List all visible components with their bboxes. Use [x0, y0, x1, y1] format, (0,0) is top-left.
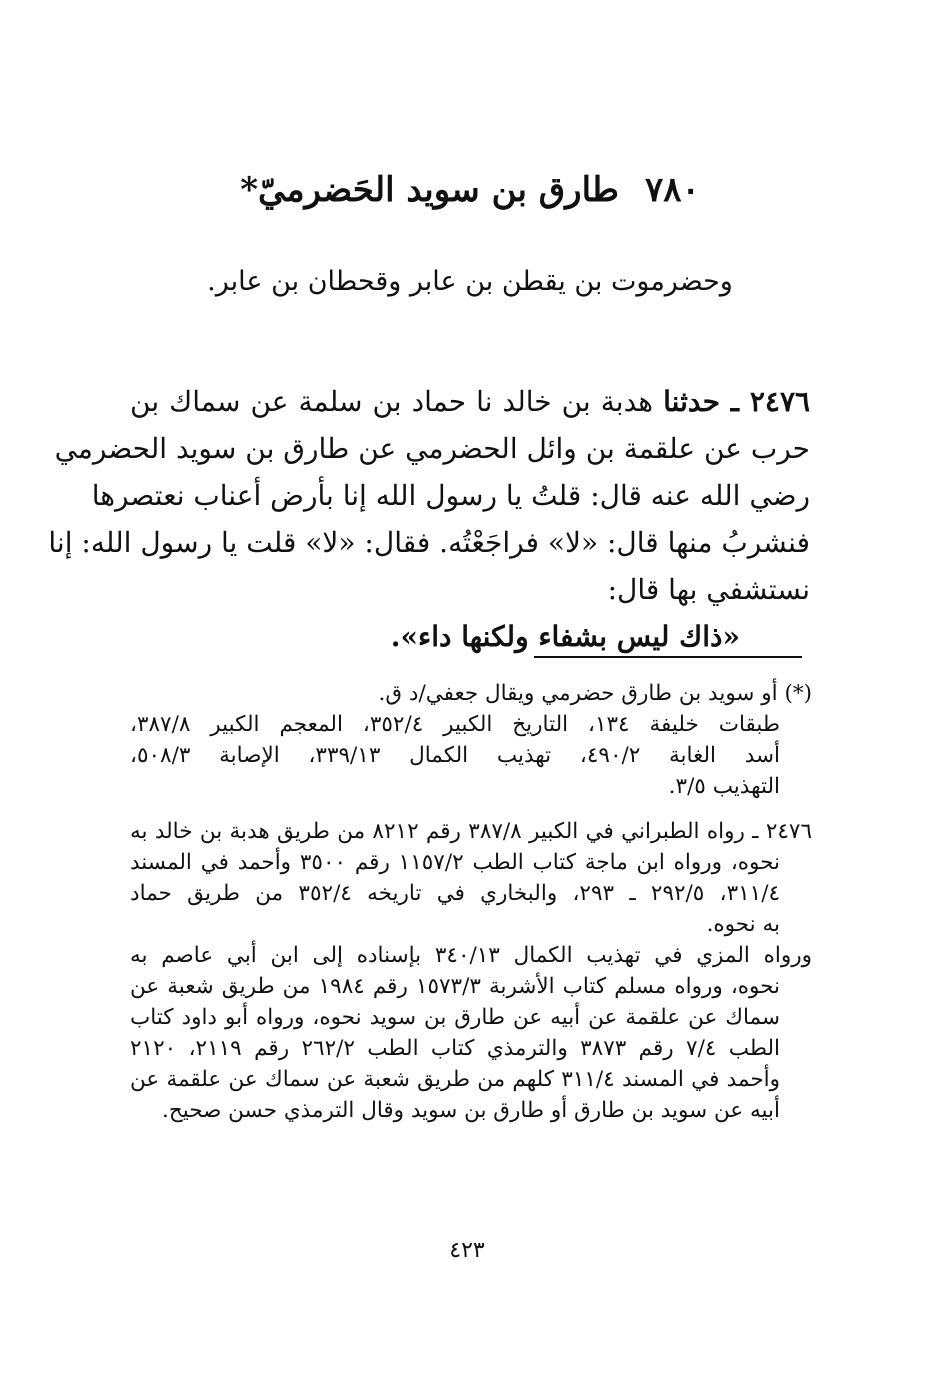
footnote-line: نحوه، ورواه مسلم كتاب الأشربة ١٥٧٣/٣ رقم ١٩٨٤ من طريق شعبة عن [130, 974, 780, 999]
chapter-heading [130, 168, 810, 212]
footnote-line: وأحمد في المسند ٣١١/٤ كلهم من طريق شعبة عن سماك عن علقمة عن [130, 1067, 780, 1092]
page-number: ٤٢٣ [449, 1238, 485, 1263]
footnote-line: ٢٤٧٦ ـ رواه الطبراني في الكبير ٣٨٧/٨ رقم ٨٢١٢ من طريق هدبة بن خالد به [130, 819, 813, 844]
hadith-quote: «ذاك ليس بشفاء ولكنها داء». [390, 620, 740, 653]
lineage-line: وحضرموت بن يقطن بن عابر وقحطان بن عابر. [207, 266, 733, 297]
footnote-line: به نحوه. [706, 912, 780, 937]
footnote-divider [534, 656, 802, 658]
footnote-line: سماك عن علقمة عن أبيه عن طارق بن سويد نحوه، ورواه أبو داود كتاب [130, 1005, 780, 1030]
hadith-text [48, 378, 811, 660]
footnote-line: أسد الغابة ٤٩٠/٢، تهذيب الكمال ٣٣٩/١٣، الإصابة ٥٠٨/٣، [130, 743, 781, 768]
footnote-line: التهذيب ٣/٥. [668, 774, 780, 799]
footnotes [130, 678, 812, 1126]
hadith-line: حرب عن علقمة بن وائل الحضرمي عن طارق بن سويد الحضرمي [54, 432, 810, 465]
hadith-line: ٢٤٧٦ ـ حدثنا هدبة بن خالد نا حماد بن سلمة عن سماك بن [130, 385, 811, 418]
footnote-line: ورواه المزي في تهذيب الكمال ٣٤٠/١٣ بإسناده إلى ابن أبي عاصم به [130, 943, 812, 968]
footnote-line: الطب ٧/٤ رقم ٣٨٧٣ والترمذي كتاب الطب ٢٦٢/٢ رقم ٢١١٩، ٢١٢٠ [130, 1036, 781, 1061]
hadith-number: ٢٤٧٦ ـ حدثنا [663, 385, 811, 418]
hadith-line: رضي الله عنه قال: قلتُ يا رسول الله إنا بأرض أعناب نعتصرها [91, 479, 810, 512]
chapter-name: طارق بن سويد الحَضرميّ* [240, 170, 619, 210]
footnote-line: ٣١١/٤، ٢٩٢/٥ ـ ٢٩٣، والبخاري في تاريخه ٣٥٢/٤ من طريق حماد [130, 881, 780, 906]
footnote-line: نحوه، ورواه ابن ماجة كتاب الطب ١١٥٧/٢ رقم ٣٥٠٠ وأحمد في المسند [130, 850, 780, 875]
hadith-line: فنشربُ منها قال: «لا» فراجَعْتُه. فقال: «لا» قلت يا رسول الله: إنا [48, 526, 810, 559]
footnote-line: (*) أو سويد بن طارق حضرمي ويقال جعفي/د ق. [378, 681, 812, 706]
footnote-line: طبقات خليفة ١٣٤، التاريخ الكبير ٣٥٢/٤، المعجم الكبير ٣٨٧/٨، [130, 712, 780, 737]
chapter-number: ٧٨٠ [644, 170, 700, 210]
hadith-line: نستشفي بها قال: [607, 573, 810, 606]
footnote-line: أبيه عن سويد بن طارق أو طارق بن سويد وقال الترمذي حسن صحيح. [162, 1098, 780, 1123]
